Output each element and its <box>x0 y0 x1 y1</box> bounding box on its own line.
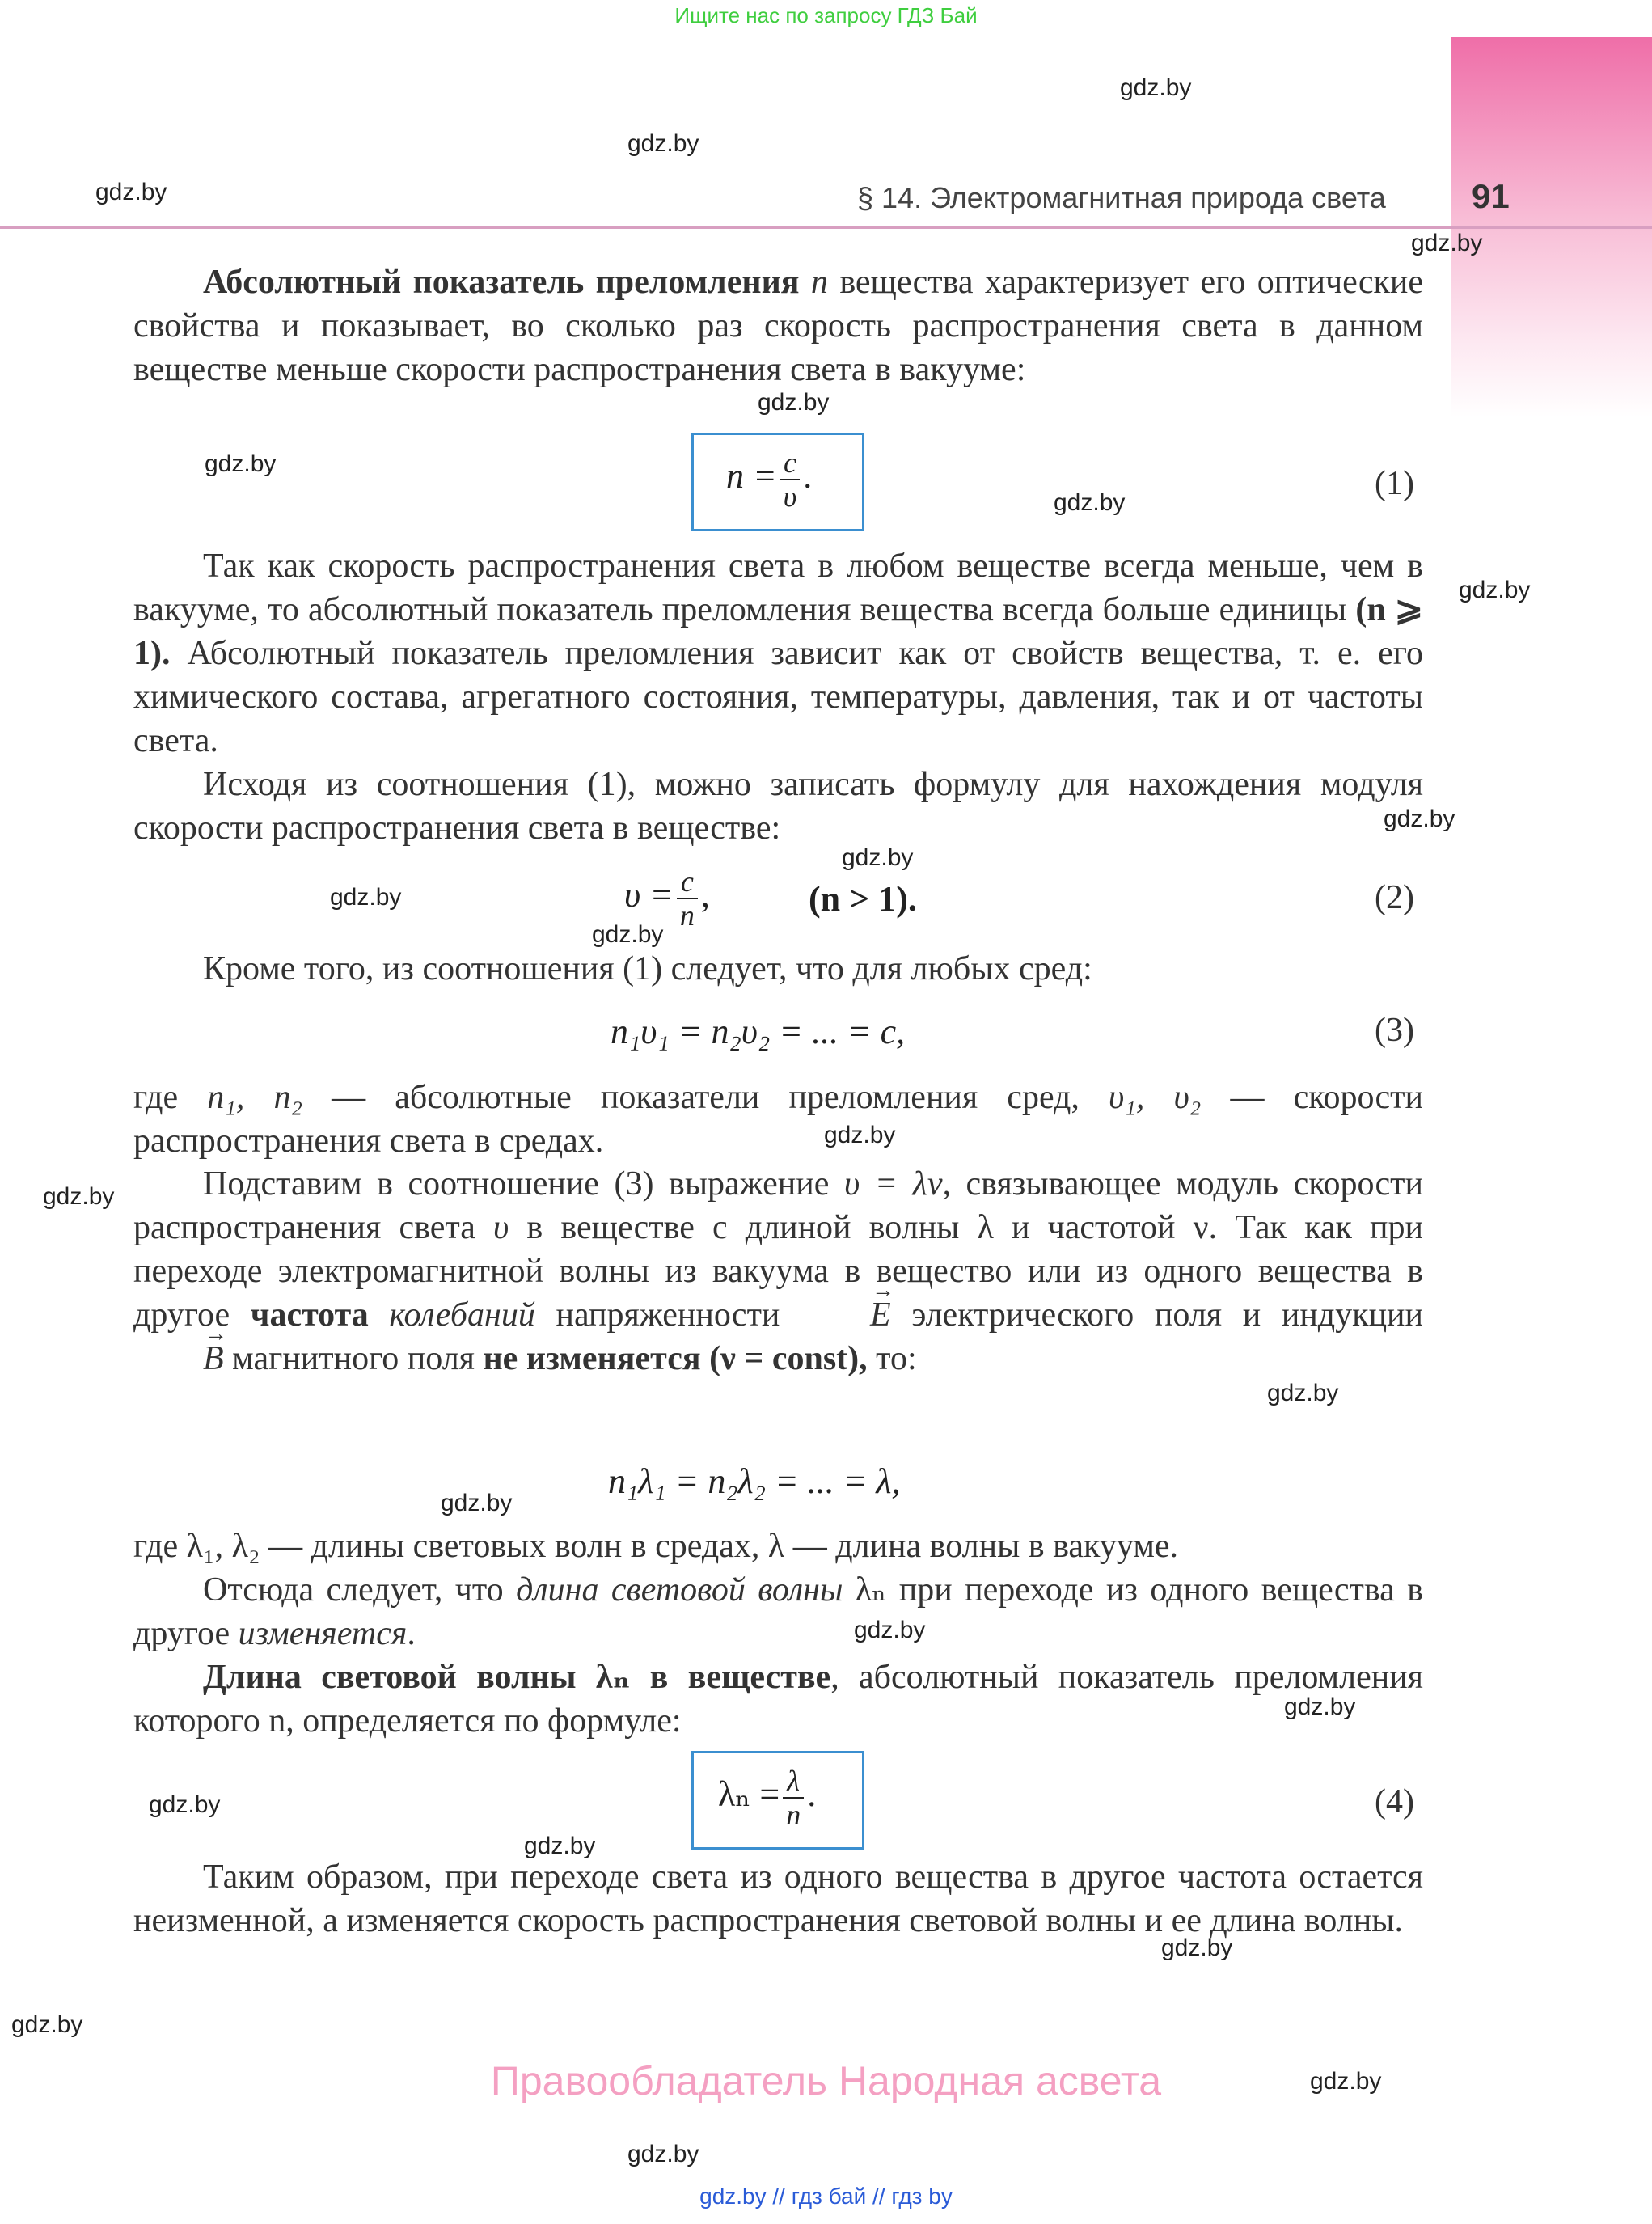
eq1-tail: . <box>803 456 813 497</box>
watermark: gdz.by <box>1411 230 1483 256</box>
watermark: gdz.by <box>441 1490 513 1516</box>
bold-frequency: частота <box>250 1296 369 1334</box>
watermark: gdz.by <box>1120 74 1192 101</box>
text: Отсюда следует, что <box>203 1571 517 1609</box>
paragraph-conclusion: Таким образом, при переходе света из одного вещества в другое частота остается неизменной, а изменяется скорость распространения световой волны и ее длина волны. <box>133 1858 1423 1939</box>
text: напряженности <box>534 1296 801 1334</box>
text: λₙ при переходе из одного вещества в другое <box>133 1571 1424 1652</box>
text: то: <box>867 1340 917 1377</box>
paragraph-where <box>133 1076 1423 1163</box>
text: вещества характеризует его оптические свойства и показывает, во сколько раз скорость распространения света в данном веществе меньше скорости распространения света в вакууме: <box>133 264 1424 388</box>
watermark: gdz.by <box>627 2141 699 2167</box>
var-n: n <box>810 264 828 301</box>
watermark: gdz.by <box>1267 1380 1339 1406</box>
eq4-lhs: λₙ = <box>718 1774 780 1815</box>
bold-not-changes: не изменяется <box>483 1340 701 1377</box>
watermark: gdz.by <box>842 844 914 871</box>
text: магнитного поля <box>223 1340 484 1377</box>
formula-box-4 <box>691 1751 864 1850</box>
equation-2-condition: (n > 1). <box>809 879 917 919</box>
eq4-tail: . <box>807 1774 817 1815</box>
text: электрического поля и индукции <box>890 1296 1424 1334</box>
paragraph-media: Кроме того, из соотношения (1) следует, что для любых сред: <box>203 950 1092 987</box>
text: . <box>407 1615 416 1652</box>
watermark: gdz.by <box>1459 577 1531 603</box>
vector-E: → E <box>801 1293 891 1337</box>
watermark: gdz.by <box>1384 805 1456 832</box>
watermark: gdz.by <box>95 179 167 205</box>
expr: υ = λν, <box>843 1165 951 1203</box>
equation-number-4: (4) <box>1375 1783 1414 1820</box>
watermark: gdz.by <box>824 1122 896 1148</box>
equation-2 <box>624 865 710 932</box>
watermark: gdz.by <box>1310 2068 1382 2095</box>
var-v: υ <box>493 1209 509 1246</box>
paragraph-wavelength-definition <box>133 1655 1423 1743</box>
paragraph-substitute <box>133 1162 1423 1380</box>
italic-oscillations: колебаний <box>389 1296 535 1334</box>
fraction <box>677 865 698 932</box>
paragraph-velocity: Исходя из соотношения (1), можно записать формулу для нахождения модуля скорости распространения света в веществе: <box>133 766 1423 847</box>
formula-box-1 <box>691 433 864 531</box>
vector-B: → B <box>133 1337 224 1380</box>
italic-wavelength: длина световой волны <box>516 1571 843 1609</box>
var-nu: ν <box>1193 1209 1209 1246</box>
condition: (n ⩾ 1). <box>133 591 1423 672</box>
watermark: gdz.by <box>592 921 664 948</box>
watermark: gdz.by <box>524 1833 596 1859</box>
const-condition: (ν = const), <box>700 1340 868 1377</box>
italic-changes: изменяется <box>238 1615 408 1652</box>
equation-number-3: (3) <box>1375 1012 1414 1049</box>
text: Так как скорость распространения света в любом веществе всегда меньше, чем в вакууме, то абсолютный показатель преломления вещества всегда больше единицы <box>133 548 1423 628</box>
watermark: gdz.by <box>854 1617 926 1643</box>
paragraph-definition <box>133 260 1423 391</box>
eq1-numerator: c <box>780 446 801 480</box>
watermark: gdz.by <box>1054 489 1126 516</box>
symbols-v: υ₁, υ₂ <box>1109 1079 1202 1116</box>
bold-term: Длина световой волны λₙ в веществе <box>203 1659 831 1696</box>
header-rule <box>0 226 1652 229</box>
watermark: gdz.by <box>1161 1934 1233 1961</box>
eq4-numerator: λ <box>783 1765 804 1799</box>
symbols-n: n₁, n₂ <box>207 1079 303 1116</box>
eq1-lhs: n = <box>726 456 777 497</box>
watermark: gdz.by <box>758 389 830 416</box>
bold-term: Абсолютный показатель преломления <box>203 264 800 301</box>
eq2-numerator: c <box>677 865 698 899</box>
fraction <box>783 1765 804 1831</box>
eq2-tail: , <box>700 875 710 915</box>
text: где <box>133 1079 208 1116</box>
text: Подставим в соотношение (3) выражение <box>203 1165 844 1203</box>
page-number: 91 <box>1472 177 1510 215</box>
text: , абсолютный показатель преломления которого n, определяется по формуле: <box>133 1659 1423 1740</box>
eq1-denominator: υ <box>783 480 797 513</box>
text: в веществе с длиной волны <box>509 1209 978 1246</box>
eq2-lhs: υ = <box>624 875 674 915</box>
text: Абсолютный показатель преломления зависит как от свойств вещества, т. е. его химического состава, агрегатного состояния, температуры, давления, так и от частоты света. <box>133 635 1423 759</box>
fraction <box>780 446 801 513</box>
var-lambda: λ <box>977 1209 994 1246</box>
footer-links[interactable]: gdz.by // гдз бай // гдз by <box>699 2184 953 2209</box>
text: и частотой <box>993 1209 1194 1246</box>
text: — абсолютные показатели преломления сред, <box>302 1079 1109 1116</box>
watermark: gdz.by <box>627 130 699 157</box>
paragraph-refraction <box>133 544 1423 763</box>
text: . Так как при переходе электромагнитной волны из вакуума в вещество или из одного вещества в другое <box>133 1209 1423 1334</box>
text: — скорости распространения света в средах. <box>133 1079 1424 1160</box>
eq2-denominator: n <box>679 899 695 932</box>
eq4-denominator: n <box>786 1799 801 1831</box>
watermark: gdz.by <box>11 2011 83 2038</box>
watermark: gdz.by <box>330 884 402 911</box>
watermark: gdz.by <box>149 1791 221 1818</box>
text: связывающее модуль скорости распространения света <box>133 1165 1424 1246</box>
equation-lambda: n₁λ₁ = n₂λ₂ = ... = λ, <box>608 1461 901 1501</box>
paragraph-wavelengths: где λ₁, λ₂ — длины световых волн в средах, λ — длина волны в вакууме. <box>133 1528 1179 1565</box>
equation-number-1: (1) <box>1375 465 1414 502</box>
copyright-notice: Правообладатель Народная асвета <box>490 2058 1162 2103</box>
equation-number-2: (2) <box>1375 879 1414 916</box>
search-banner: Ищите нас по запросу ГДЗ Бай <box>674 3 978 27</box>
running-head: § 14. Электромагнитная природа света <box>857 181 1386 214</box>
watermark: gdz.by <box>205 450 277 477</box>
paragraph-consequence <box>133 1568 1423 1655</box>
watermark: gdz.by <box>43 1183 115 1210</box>
equation-3: n₁υ₁ = n₂υ₂ = ... = c, <box>611 1012 906 1051</box>
watermark: gdz.by <box>1284 1693 1356 1720</box>
